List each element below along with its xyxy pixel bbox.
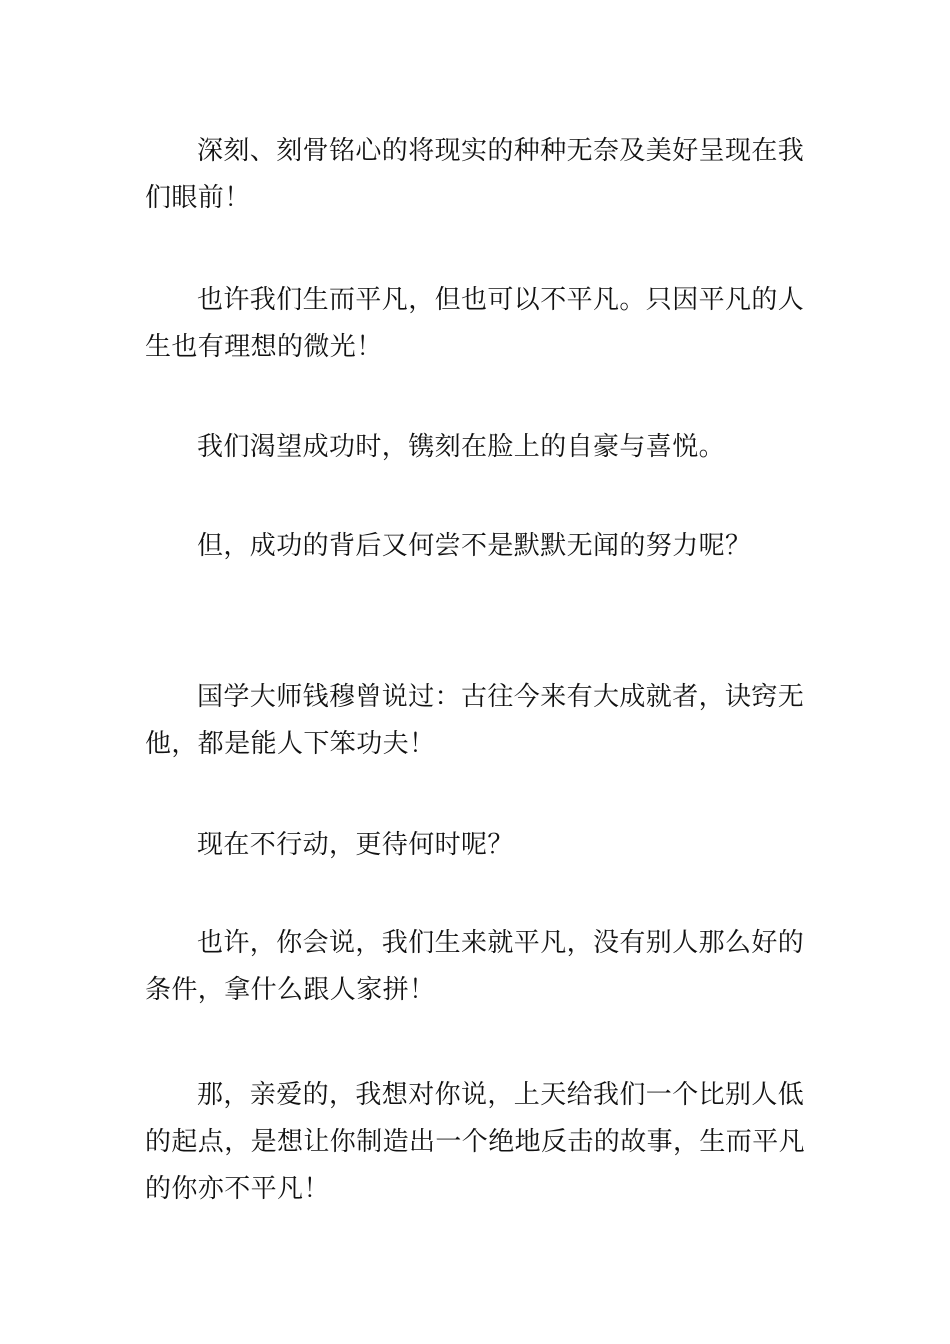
paragraph-8: 那，亲爱的，我想对你说，上天给我们一个比别人低的起点，是想让你制造出一个绝地反击的故事，生而平凡的你亦不平凡！: [145, 1080, 806, 1204]
paragraph-2: 也许我们生而平凡，但也可以不平凡。只因平凡的人生也有理想的微光！: [145, 285, 805, 362]
paragraph-7: 也许，你会说，我们生来就平凡，没有别人那么好的条件，拿什么跟人家拼！: [145, 928, 805, 1005]
paragraph-4: 但，成功的背后又何尝不是默默无闻的努力呢？: [197, 531, 752, 561]
paragraph-1: 深刻、刻骨铭心的将现实的种种无奈及美好呈现在我们眼前！: [145, 136, 805, 213]
paragraph-3: 我们渴望成功时，镌刻在脸上的自豪与喜悦。: [197, 432, 726, 462]
paragraph-5: 国学大师钱穆曾说过：古往今来有大成就者，诀窍无他，都是能人下笨功夫！: [145, 682, 805, 759]
paragraph-6: 现在不行动，更待何时呢？: [197, 830, 514, 860]
